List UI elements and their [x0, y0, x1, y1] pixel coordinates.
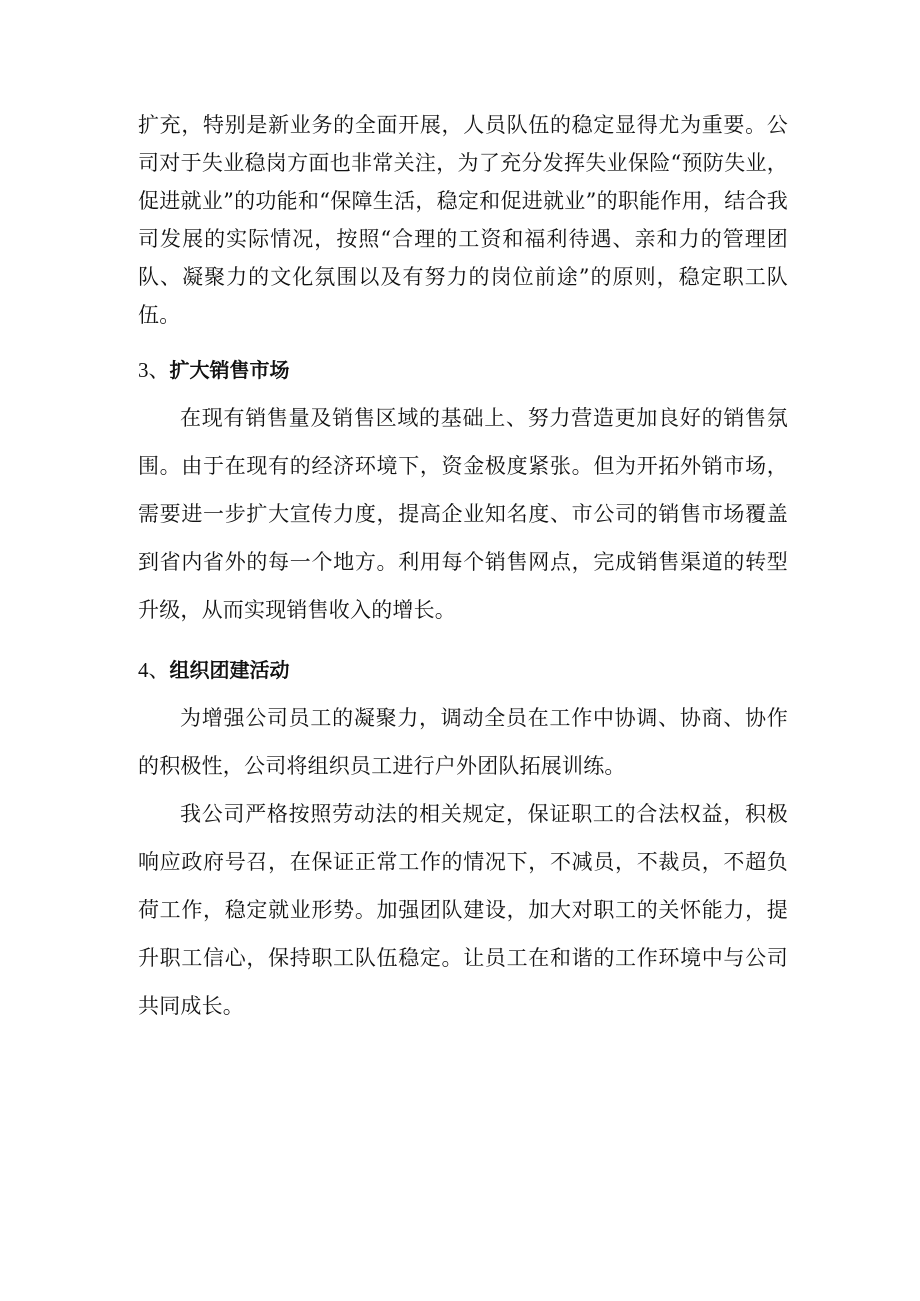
section-3-paragraph: 在现有销售量及销售区域的基础上、努力营造更加良好的销售氛围。由于在现有的经济环境下，资金极度紧张。但为开拓外销市场，需要进一步扩大宣传力度，提高企业知名度、市公司的销售市场覆盖到省内省外的每一个地方。利用每个销售网点，完成销售渠道的转型升级，从而实现销售收入的增长。: [138, 406, 788, 622]
intro-paragraph: 扩充，特别是新业务的全面开展，人员队伍的稳定显得尤为重要。公司对于失业稳岗方面也非常关注，为了充分发挥失业保险“预防失业，促进就业”的功能和“保障生活，稳定和促进就业”的职能作用，结合我司发展的实际情况，按照“合理的工资和福利待遇、亲和力的管理团队、凝聚力的文化氛围以及有努力的岗位前途”的原则，稳定职工队伍。: [138, 113, 788, 327]
section-4-heading: [138, 646, 788, 694]
section-4-paragraph-1: 为增强公司员工的凝聚力，调动全员在工作中协调、协商、协作的积极性，公司将组织员工进行户外团队拓展训练。: [138, 706, 788, 778]
section-4-paragraph-2: 我公司严格按照劳动法的相关规定，保证职工的合法权益，积极响应政府号召，在保证正常工作的情况下，不减员，不裁员，不超负荷工作，稳定就业形势。加强团队建设，加大对职工的关怀能力，提升职工信心，保持职工队伍稳定。让员工在和谐的工作环境中与公司共同成长。: [138, 802, 788, 1018]
section-3-heading: [138, 346, 788, 394]
document-body: [138, 106, 788, 1030]
section-4-number: 4、: [138, 658, 170, 682]
section-4-title: 组织团建活动: [169, 658, 290, 682]
section-3-title: 扩大销售市场: [169, 358, 290, 382]
section-3-number: 3、: [138, 358, 170, 382]
